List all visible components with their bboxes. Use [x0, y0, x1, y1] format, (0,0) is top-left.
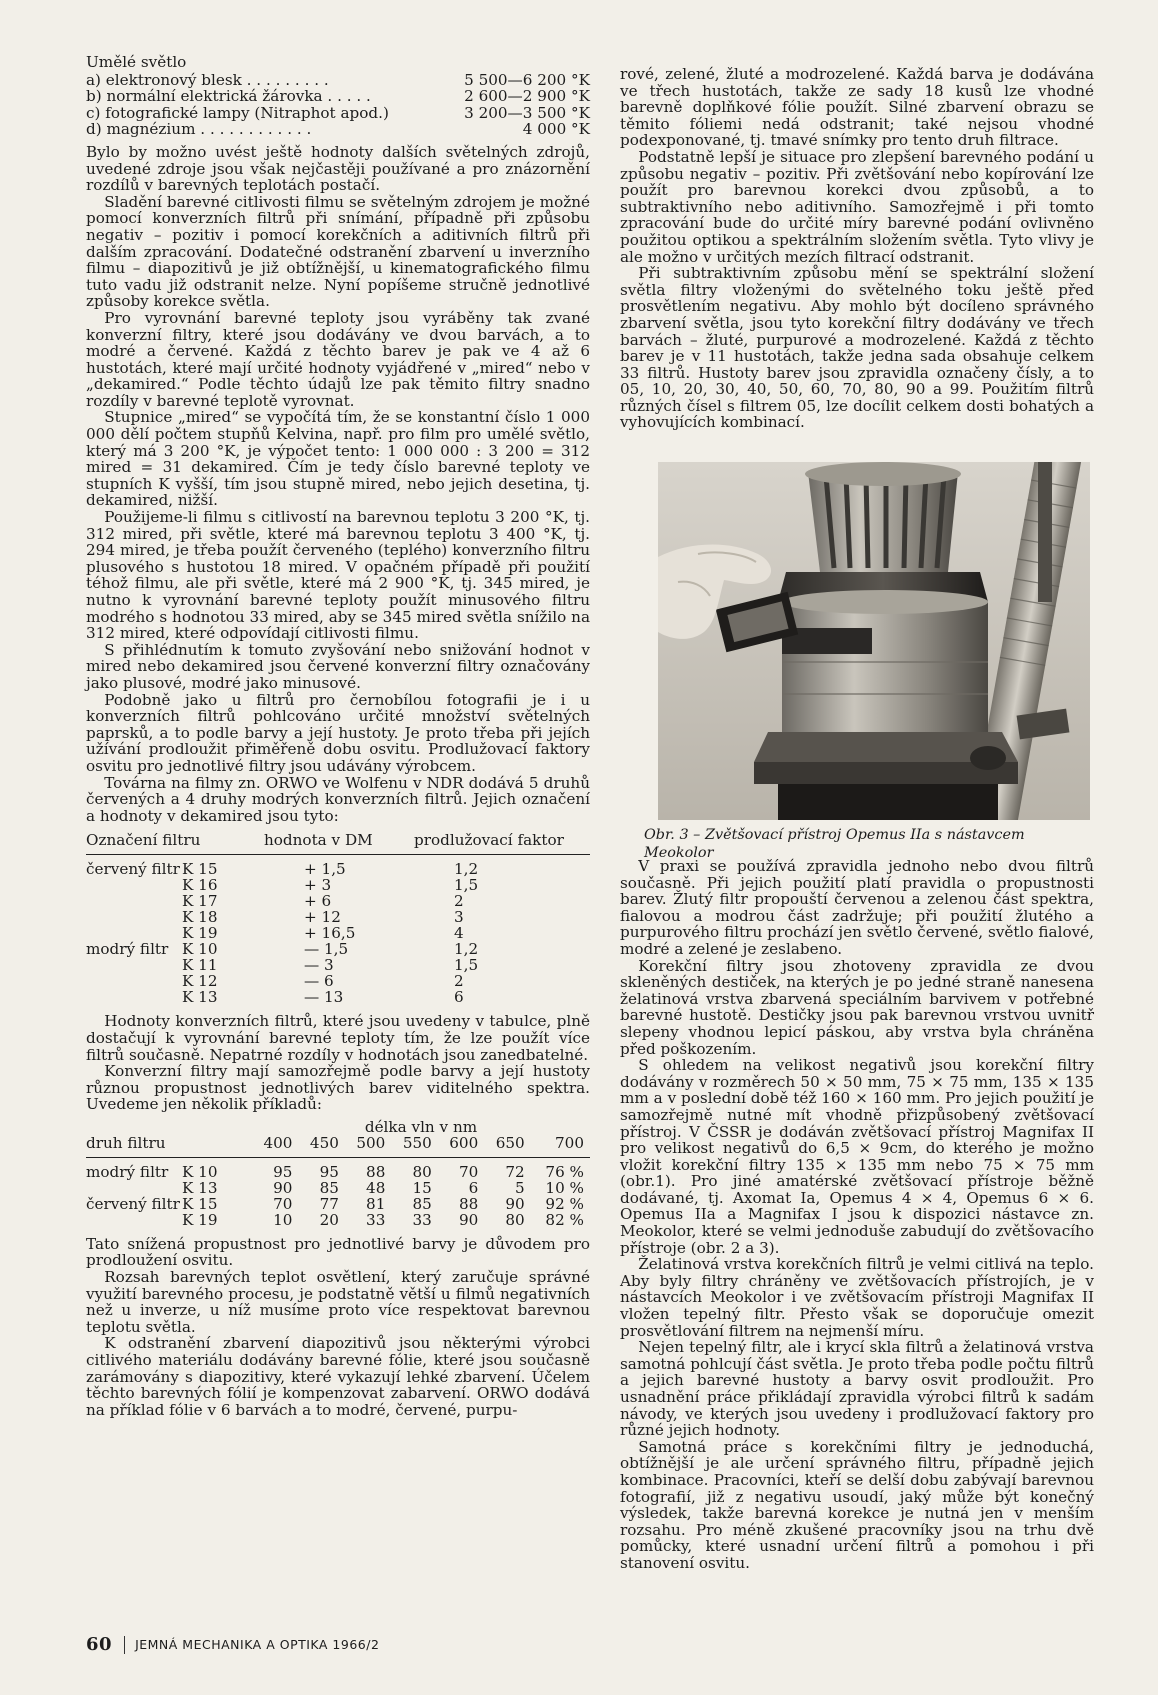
table-cell: — 6 [304, 972, 334, 991]
wavelength-header: 400 [252, 1135, 298, 1158]
table-header-row [86, 1135, 590, 1158]
table-row [86, 957, 590, 973]
table-row [86, 1196, 590, 1212]
table-cell: K 15 [182, 860, 218, 879]
table-cell: 90 [505, 1194, 525, 1213]
table-cell: 33 [366, 1210, 386, 1229]
figure-caption: Obr. 3 – Zvětšovací přístroj Opemus IIa s nástavcem Meokolor [644, 827, 1025, 861]
enlarger-photo [658, 462, 1090, 820]
table-cell: 1,2 [454, 940, 479, 959]
table-cell: 1,5 [454, 876, 479, 895]
table-cell: 2 [454, 972, 464, 991]
paragraph: Podobně jako u filtrů pro černobílou fotografii je i u konverzních filtrů pohlcováno určité množství světelných paprsků, a to podle barvy a její hustoty. Je proto třeba při jejích užívání prodloužit přiměřeně dobu osvitu. Prodlužovací faktory osvitu pro jednotlivé filtry jsou udávány výrobcem. [86, 690, 590, 775]
light-source-label: d) magnézium . . . . . . . . . . . . [86, 121, 312, 138]
table-cell: + 1,5 [304, 860, 346, 879]
wavelength-header: 450 [298, 1135, 344, 1158]
table-header: Označení filtru [86, 830, 264, 855]
journal-name: JEMNÁ MECHANIKA A OPTIKA 1966/2 [135, 1637, 380, 1652]
table-cell: červený filtr [86, 1194, 180, 1213]
table-cell [86, 957, 182, 973]
right-column-bottom [620, 858, 1094, 1572]
table-cell: 95 [319, 1162, 339, 1181]
table-cell [86, 1212, 182, 1228]
paragraph: Rozsah barevných teplot osvětlení, který zaručuje správné využití barevného procesu, je podstatně větší u filmů negativních než u inverze, u níž musíme proto více respektovat barevnou teplotu světla. [86, 1268, 590, 1336]
page-footer [86, 1634, 606, 1655]
table-cell: 1,2 [454, 860, 479, 879]
table-row [86, 1157, 590, 1180]
table-cell: K 10 [182, 1162, 218, 1181]
light-source-table [86, 72, 590, 138]
light-source-value: 5 500—6 200 °K [464, 70, 590, 89]
table-cell [86, 909, 182, 925]
table-cell: modrý filtr [86, 1162, 169, 1181]
light-source-label: a) elektronový blesk . . . . . . . . . [86, 71, 329, 89]
table-header: prodlužovací faktor [414, 830, 590, 855]
table-cell: — 13 [304, 988, 344, 1007]
wavelength-header: 500 [345, 1135, 391, 1158]
light-source-row [86, 88, 590, 105]
table-cell: 10 [273, 1210, 293, 1229]
conversion-filter-table [86, 830, 590, 1005]
paragraph: Podstatně lepší je situace pro zlepšení barevného podání u způsobu negativ – pozitiv. Při zvětšování nebo kopírování lze použít pro barevnou korekci dvou způsobů, a to subtraktivního nebo aditivního. Samozřejmě i při tomto zpracování bude do určité míry barevné podání ovlivněno použitou optikou a spektrálním složením světla. Tyto vlivy je ale možno v určitých mezích filtrací odstranit. [620, 147, 1094, 266]
table-row [86, 909, 590, 925]
table-cell: 72 [505, 1162, 525, 1181]
table-cell [86, 989, 182, 1005]
paragraph: Hodnoty konverzních filtrů, které jsou uvedeny v tabulce, plně dostačují k vyrovnání barevné teploty tím, že lze použít více filtrů současně. Nepatrné rozdíly v hodnotách jsou zanedbatelné. [86, 1012, 590, 1064]
table-cell: K 16 [182, 876, 218, 895]
table-cell: — 3 [304, 956, 334, 975]
table-cell: K 17 [182, 892, 218, 911]
paragraph: Pro vyrovnání barevné teploty jsou vyráběny tak zvané konverzní filtry, které jsou dodávány ve dvou barvách, a to modré a červené. Každá z těchto barev je pak ve 4 až 6 hustotách, které mají určité hodnoty vyjádřené v „mired“ nebo v „dekamired.“ Podle těchto údajů lze pak těmito filtry snadno rozdíly v barevné teplotě vyrovnat. [86, 308, 590, 410]
paragraph: Při subtraktivním způsobu mění se spektrální složení světla filtry vloženými do světelného toku ještě před prosvětlením negativu. Aby mohlo být docíleno správného zbarvení světla, jsou tyto korekční filtry dodávány ve třech barvách – žluté, purpurové a modrozelené. Každá z těchto barev je v 11 hustotách, takže jedna sada obsahuje celkem 33 filtrů. Hustoty barev jsou zpravidla označeny čísly, a to 05, 10, 20, 30, 40, 50, 60, 70, 80, 90 a 99. Použitím filtrů různých čísel s filtrem 05, lze docílit celkem dosti bohatých a vyhovujících kombinací. [620, 264, 1094, 432]
light-source-row [86, 121, 590, 138]
table-cell: + 12 [304, 908, 341, 927]
left-column [86, 54, 590, 1418]
table-cell: červený filtr [86, 860, 180, 879]
table-cell: + 3 [304, 876, 332, 895]
table-cell: 15 [412, 1178, 432, 1197]
table-row [86, 893, 590, 909]
table-cell: 76 % [545, 1162, 584, 1181]
table-cell: K 13 [182, 988, 218, 1007]
table-cell: 90 [273, 1178, 293, 1197]
table-cell [86, 925, 182, 941]
table-cell: + 6 [304, 892, 332, 911]
table-cell: 80 [412, 1162, 432, 1181]
paragraph: Nejen tepelný filtr, ale i krycí skla filtrů a želatinová vrstva samotná pohlcují část světla. Je proto třeba podle počtu filtrů a jejich barevné hustoty a barvy osvit prodloužit. Pro usnadnění práce přikládají zpravidla výrobci filtrů k sadám návody, ve kterých jsou uvedeny i prodlužovací faktory pro různé jejich hodnoty. [620, 1338, 1094, 1440]
table-cell: K 18 [182, 908, 218, 927]
table-cell: 88 [366, 1162, 386, 1181]
table-header: hodnota v DM [264, 830, 414, 855]
table-cell: 20 [319, 1210, 339, 1229]
table-cell: K 15 [182, 1194, 218, 1213]
table-cell: 70 [458, 1162, 479, 1181]
light-source-value: 3 200—3 500 °K [464, 103, 590, 122]
table-cell: 1,5 [454, 956, 479, 975]
paragraph: Stupnice „mired“ se vypočítá tím, že se konstantní číslo 1 000 000 dělí počtem stupňů Kelvina, např. pro film pro umělé světlo, který má 3 200 °K, je výpočet tento: 1 000 000 : 3 200 = 312 mired = 31 dekamired. Čím je tedy číslo barevné teploty ve stupních K vyšší, tím jsou stupně mired, nebo jejich desetina, tj. dekamired, nižší. [86, 408, 590, 510]
table-cell: modrý filtr [86, 940, 169, 959]
table-cell: 70 [273, 1194, 293, 1213]
section-heading: Umělé světlo [86, 53, 187, 71]
table-cell: 5 [515, 1178, 525, 1197]
paragraph: Korekční filtry jsou zhotoveny zpravidla ze dvou skleněných destiček, na kterých je po jedné straně nanesena želatinová vrstva zbarvená speciálním barvivem v potřebné barevné hustotě. Destičky jsou pak barevnou vrstvou uvnitř slepeny vhodnou lepicí páskou, aby vrstva byla chráněna před poškozením. [620, 956, 1094, 1058]
table-cell: 90 [458, 1210, 479, 1229]
paragraph: rové, zelené, žluté a modrozelené. Každá barva je dodávána ve třech hustotách, takže ze sady 18 kusů lze vhodné barevně doplňkové fólie použít. Silné zbarvení obrazu se těmito fóliemi nedá odstranit; také nejsou vhodné podexponované, tj. tmavé snímky pro tento druh filtrace. [620, 65, 1094, 150]
paragraph: Továrna na filmy zn. ORWO ve Wolfenu v NDR dodává 5 druhů červených a 4 druhy modrých konverzních filtrů. Jejich označení a hodnoty v dekamired jsou tyto: [86, 773, 590, 825]
right-column-top [620, 66, 1094, 431]
paragraph: K odstranění zbarvení diapozitivů jsou některými výrobci citlivého materiálu dodávány barevné fólie, které jsou současně zarámovány s diapozitivy, které vykazují lehké zbarvení. Účelem těchto barevných fólií je kompenzovat zabarvení. ORWO dodává na příklad fólie v 6 barvách a to modré, červené, purpu- [86, 1334, 590, 1419]
table-cell [86, 1180, 182, 1196]
table-cell [86, 877, 182, 893]
transmission-table [86, 1119, 590, 1228]
table-cell: 85 [319, 1178, 339, 1197]
paragraph: Bylo by možno uvést ještě hodnoty dalších světelných zdrojů, uvedené zdroje jsou však nejčastěji používané a pro znázornění rozdílů v barevných teplotách postačí. [86, 142, 590, 195]
table-cell: 85 [412, 1194, 432, 1213]
table-cell [86, 893, 182, 909]
light-source-value: 4 000 °K [522, 120, 590, 139]
table-cell: 88 [458, 1194, 479, 1213]
table-row [86, 973, 590, 989]
table-row [86, 877, 590, 893]
table-cell: 6 [468, 1178, 479, 1197]
table-group-header: délka vln v nm [364, 1117, 478, 1136]
paragraph: Konverzní filtry mají samozřejmě podle barvy a její hustoty různou propustnost jednotlivých barev viditelného spektra. Uvedeme jen několik příkladů: [86, 1062, 590, 1114]
table-cell: 6 [454, 988, 464, 1007]
table-cell: 3 [454, 908, 464, 927]
footer-divider [124, 1636, 125, 1654]
table-row [86, 1212, 590, 1228]
paragraph: Použijeme-li filmu s citlivostí na barevnou teplotu 3 200 °K, tj. 312 mired, při světle, které má barevnou teplotu 3 400 °K, tj. 294 mired, je třeba použít červeného (teplého) konverzního filtru plusového s hustotou 18 mired. V opačném případě při použití téhož filmu, ale při světle, které má 2 900 °K, tj. 345 mired, je nutno k vyrovnání barevné teploty použít minusového filtru modrého s hodnotou 33 mired, aby se 345 mired světla snížilo na 312 mired, které odpovídají citlivosti filmu. [86, 508, 590, 643]
light-source-row [86, 105, 590, 122]
paragraph: Želatinová vrstva korekčních filtrů je velmi citlivá na teplo. Aby byly filtry chráněny ve zvětšovacích přístrojích, je v nástavcích Meokolor i ve zvětšovacím přístroji Magnifax II vložen tepelný filtr. Přesto však se doporučuje omezit prosvětlování filtrem na nejmenší míru. [620, 1255, 1094, 1340]
table-cell: 10 % [545, 1178, 584, 1197]
paragraph: S přihlédnutím k tomuto zvyšování nebo snižování hodnot v mired nebo dekamired jsou červené konverzní filtry označovány jako plusové, modré jako minusové. [86, 640, 590, 692]
table-cell: 92 % [545, 1194, 584, 1213]
wavelength-header: 650 [484, 1135, 530, 1158]
table-cell: 48 [366, 1178, 386, 1197]
light-source-label: b) normální elektrická žárovka . . . . . [86, 88, 371, 105]
table-header: druh filtru [86, 1135, 252, 1158]
table-row [86, 925, 590, 941]
light-source-value: 2 600—2 900 °K [464, 87, 590, 106]
wavelength-header: 700 [531, 1135, 590, 1158]
paragraph: S ohledem na velikost negativů jsou korekční filtry dodávány v rozměrech 50 × 50 mm, 75 × 75 mm, 135 × 135 mm a v poslední době též 160 × 160 mm. Pro jejich použití je samozřejmě nutné mít vhodně přizpůsobený zvětšovací přístroj. V ČSSR je dodáván zvětšovací přístroj Magnifax II pro velikost negativů do 6,5 × 9cm, do kterého je možno vložit korekční filtry 135 × 135 mm nebo 75 × 75 mm (obr.1). Pro jiné amatérské zvětšovací přístroje běžně dodávané, tj. Axomat Ia, Opemus 4 × 4, Opemus 6 × 6. Opemus IIa a Magnifax I jsou k dispozici nástavce zn. Meokolor, které se velmi jednoduše zabudují do zvětšovacího přístroje (obr. 2 a 3). [620, 1056, 1094, 1257]
paragraph: Samotná práce s korekčními filtry je jednoduchá, obtížnější je ale určení správného filtru, případně jejich kombinace. Pracovníci, kteří se delší dobu zabývají barevnou fotografií, již z negativu usoudí, jaký může být konečný výsledek, takže barevná korekce je nutná jen v menším rozsahu. Pro méně zkušené pracovníky jsou na trhu dvě pomůcky, které usnadní určení filtrů a pomohou i při stanovení osvitu. [620, 1437, 1094, 1572]
table-cell: K 13 [182, 1178, 218, 1197]
table-body [86, 855, 590, 1006]
table-cell: 2 [454, 892, 464, 911]
table-cell: 82 % [545, 1210, 584, 1229]
table-cell: 77 [319, 1194, 339, 1213]
table-cell: 80 [505, 1210, 525, 1229]
table-cell: 95 [273, 1162, 293, 1181]
light-source-label: c) fotografické lampy (Nitraphot apod.) [86, 104, 389, 122]
table-row [86, 855, 590, 878]
table-cell [86, 973, 182, 989]
table-cell: K 19 [182, 1210, 218, 1229]
table-row [86, 941, 590, 957]
wavelength-header: 600 [438, 1135, 484, 1158]
wavelength-header: 550 [391, 1135, 437, 1158]
table-cell: 33 [412, 1210, 432, 1229]
table-cell: K 10 [182, 940, 218, 959]
table-cell: 81 [366, 1194, 386, 1213]
page-number: 60 [86, 1634, 113, 1655]
table-cell: + 16,5 [304, 924, 356, 943]
light-source-row [86, 72, 590, 89]
table-cell: K 12 [182, 972, 218, 991]
table-cell: 4 [454, 924, 464, 943]
table-cell: K 19 [182, 924, 218, 943]
paragraph: V praxi se používá zpravidla jednoho nebo dvou filtrů současně. Při jejich použití platí pravidla o propustnosti barev. Žlutý filtr propouští červenou a zelenou část spektra, fialovou a modrou část zadržuje; při použití žlutého a purpurového filtru prochází jen světlo červené, světlo fialové, modré a zelené je zeslabeno. [620, 857, 1094, 958]
paragraph: Tato snížená propustnost pro jednotlivé barvy je důvodem pro prodloužení osvitu. [86, 1234, 590, 1270]
table-cell: K 11 [182, 956, 218, 975]
paragraph: Sladění barevné citlivosti filmu se světelným zdrojem je možné pomocí konverzních filtrů při snímání, případně při způsobu negativ – pozitiv i pomocí korekčních a aditivních filtrů při dalším zpracování. Dodatečné odstranění zbarvení u inverzního filmu – diapozitivů je již obtížnější, u kinematografického filmu tuto vadu již odstranit nelze. Nyní popíšeme stručně jednotlivé způsoby korekce světla. [86, 192, 590, 311]
table-row [86, 1180, 590, 1196]
table-row [86, 989, 590, 1005]
table-cell: — 1,5 [304, 940, 349, 959]
table-body [86, 1157, 590, 1228]
